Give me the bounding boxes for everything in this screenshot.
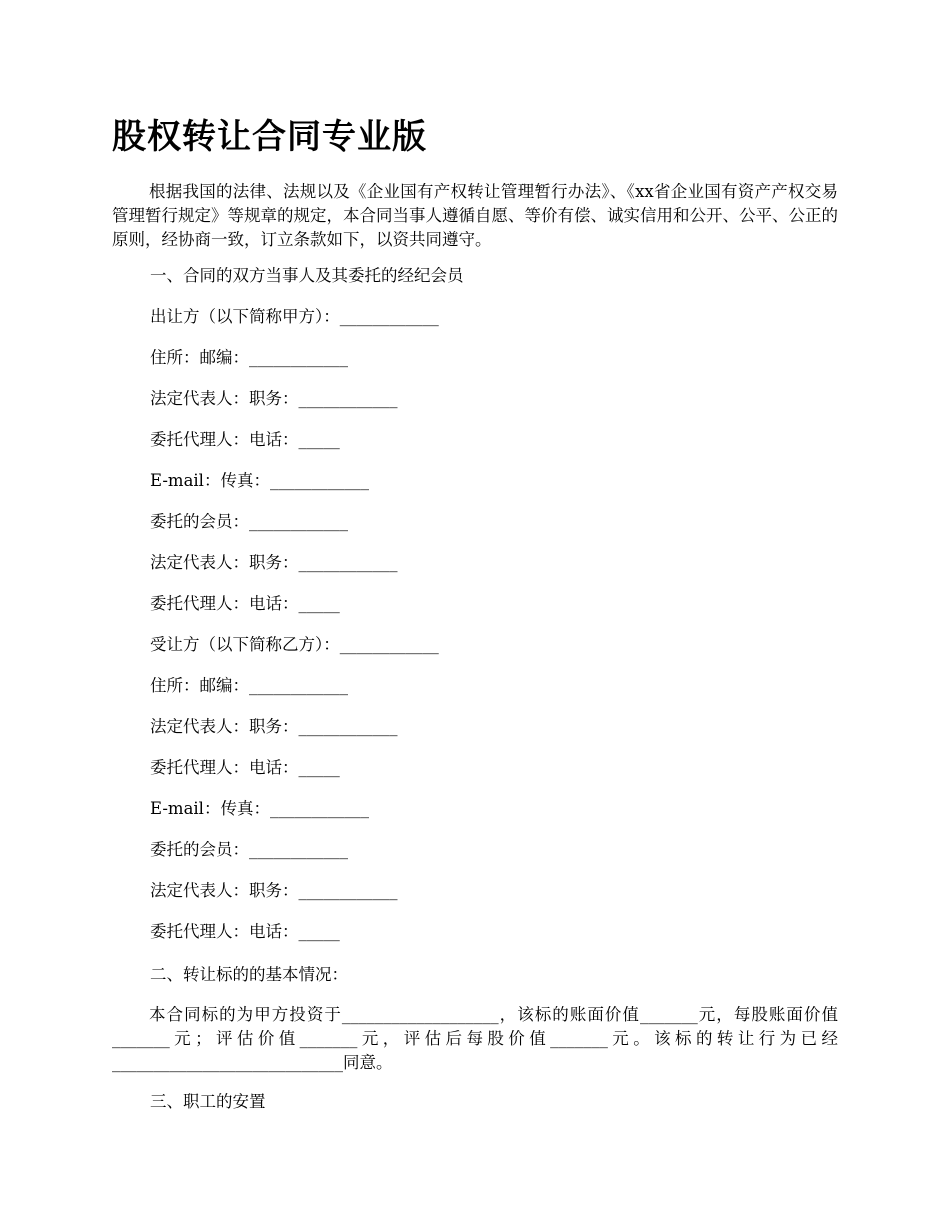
party-b-agent-field: 委托代理人：电话：_____ — [150, 758, 340, 777]
document-title: 股权转让合同专业版 — [112, 117, 427, 157]
party-b-member-field: 委托的会员：____________ — [150, 840, 348, 859]
party-b-email-field: E-mail：传真：____________ — [150, 799, 369, 818]
party-a-member-legal-rep-field: 法定代表人：职务：____________ — [150, 553, 398, 572]
section-2-paragraph: 本合同标的为甲方投资于___________________，该标的账面价值_______元，每股账面价值_______元；评估价值_______元，评估后每股价值_______元。该标的转让行为已经____________________________同意。 — [112, 1005, 838, 1072]
party-a-legal-rep-field: 法定代表人：职务：____________ — [150, 389, 398, 408]
section-2-heading: 二、转让标的的基本情况： — [150, 965, 348, 984]
party-b-address-field: 住所：邮编：____________ — [150, 676, 348, 695]
party-b-legal-rep-field: 法定代表人：职务：____________ — [150, 717, 398, 736]
party-a-agent-field: 委托代理人：电话：_____ — [150, 430, 340, 449]
party-a-name-field: 出让方（以下简称甲方）：____________ — [150, 307, 439, 326]
section-1-heading: 一、合同的双方当事人及其委托的经纪会员 — [150, 266, 464, 285]
party-a-member-agent-field: 委托代理人：电话：_____ — [150, 594, 340, 613]
party-b-name-field: 受让方（以下简称乙方）：____________ — [150, 635, 439, 654]
party-a-email-field: E-mail：传真：____________ — [150, 471, 369, 490]
section-3-heading: 三、职工的安置 — [150, 1092, 266, 1111]
party-b-member-agent-field: 委托代理人：电话：_____ — [150, 922, 340, 941]
intro-paragraph: 根据我国的法律、法规以及《企业国有产权转让管理暂行办法》、《xx省企业国有资产产权交易管理暂行规定》等规章的规定，本合同当事人遵循自愿、等价有偿、诚实信用和公开、公平、公正的原则，经协商一致，订立条款如下，以资共同遵守。 — [112, 182, 838, 249]
party-a-address-field: 住所：邮编：____________ — [150, 348, 348, 367]
party-b-member-legal-rep-field: 法定代表人：职务：____________ — [150, 881, 398, 900]
party-a-member-field: 委托的会员：____________ — [150, 512, 348, 531]
